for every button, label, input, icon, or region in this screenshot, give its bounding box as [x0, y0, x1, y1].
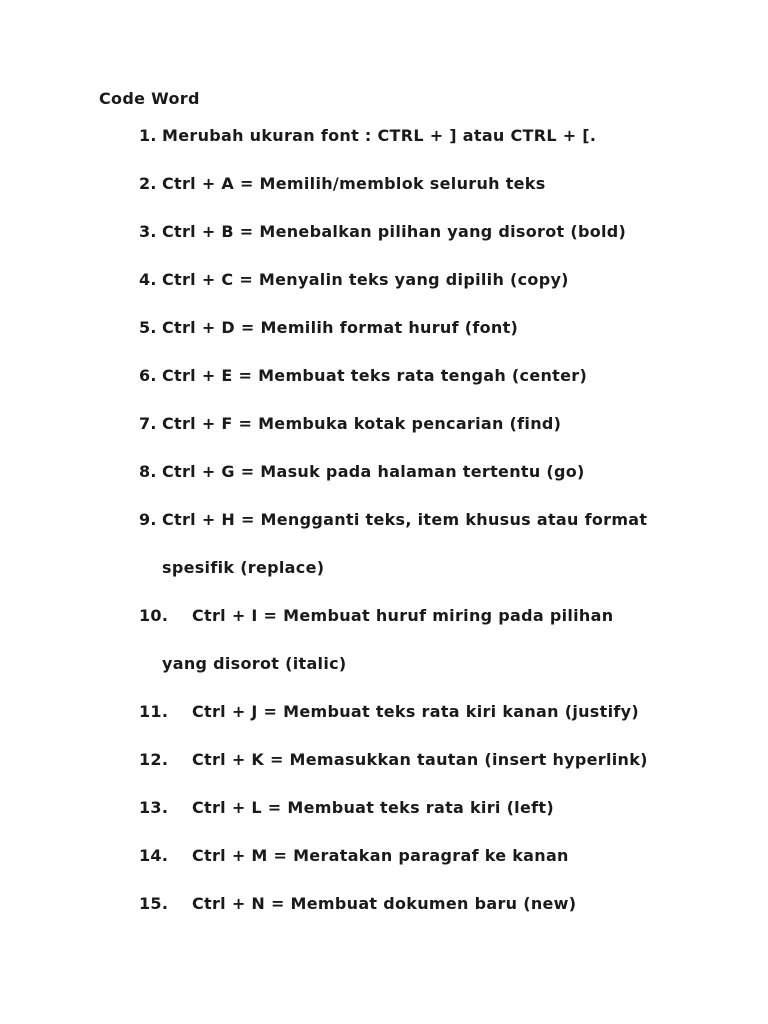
list-item-number: 12.	[139, 750, 169, 769]
list-item-number: 1.	[139, 126, 157, 145]
document-title: Code Word	[99, 89, 200, 108]
list-item-text: Ctrl + G = Masuk pada halaman tertentu (go)	[162, 462, 585, 481]
list-item-number: 11.	[139, 702, 169, 721]
list-item-continuation: yang disorot (italic)	[162, 654, 347, 673]
list-item-text: Ctrl + J = Membuat teks rata kiri kanan (justify)	[192, 702, 639, 721]
list-item-continuation: spesifik (replace)	[162, 558, 325, 577]
list-item-number: 6.	[139, 366, 157, 385]
list-item-number: 10.	[139, 606, 169, 625]
list-item-text: Ctrl + D = Memilih format huruf (font)	[162, 318, 519, 337]
list-item-text: Ctrl + K = Memasukkan tautan (insert hyperlink)	[192, 750, 648, 769]
list-item-number: 2.	[139, 174, 157, 193]
list-item-text: Ctrl + L = Membuat teks rata kiri (left)	[192, 798, 554, 817]
list-item-text: Ctrl + I = Membuat huruf miring pada pilihan	[192, 606, 614, 625]
list-item-text: Ctrl + B = Menebalkan pilihan yang disorot (bold)	[162, 222, 627, 241]
list-item-text: Ctrl + F = Membuka kotak pencarian (find)	[162, 414, 562, 433]
list-item-text: Ctrl + H = Mengganti teks, item khusus atau format	[162, 510, 648, 529]
list-item-number: 4.	[139, 270, 157, 289]
list-item-text: Ctrl + M = Meratakan paragraf ke kanan	[192, 846, 569, 865]
list-item-number: 3.	[139, 222, 157, 241]
list-item-text: Ctrl + E = Membuat teks rata tengah (center)	[162, 366, 588, 385]
list-item-number: 13.	[139, 798, 169, 817]
list-item-text: Ctrl + N = Membuat dokumen baru (new)	[192, 894, 577, 913]
list-item-number: 7.	[139, 414, 157, 433]
list-item-text: Ctrl + A = Memilih/memblok seluruh teks	[162, 174, 546, 193]
list-item-number: 15.	[139, 894, 169, 913]
list-item-number: 8.	[139, 462, 157, 481]
list-item-number: 14.	[139, 846, 169, 865]
list-item-text: Merubah ukuran font : CTRL + ] atau CTRL + [.	[162, 126, 597, 145]
list-item-number: 9.	[139, 510, 157, 529]
list-item-number: 5.	[139, 318, 157, 337]
list-item-text: Ctrl + C = Menyalin teks yang dipilih (copy)	[162, 270, 569, 289]
